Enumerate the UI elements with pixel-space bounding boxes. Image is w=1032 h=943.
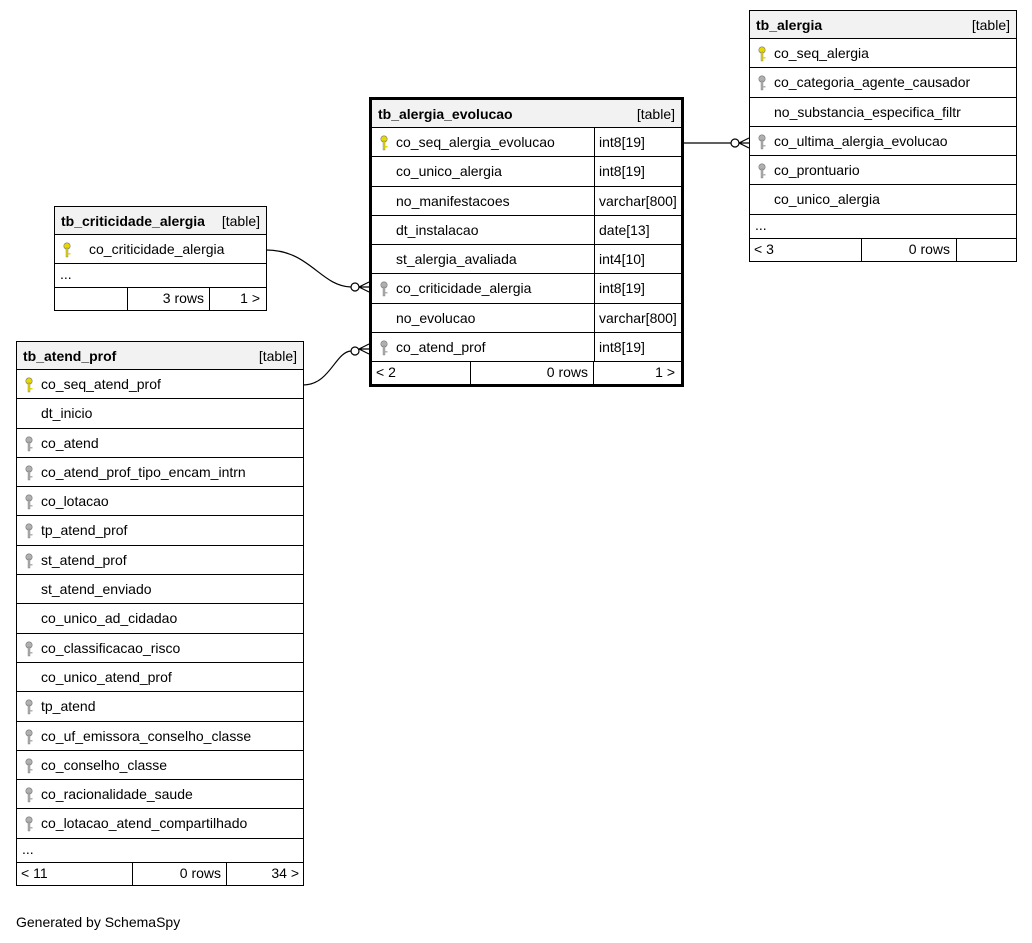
table-name: tb_criticidade_alergia [61, 213, 205, 229]
column-name: st_atend_prof [41, 551, 127, 568]
column-row [17, 604, 303, 633]
table-footer [55, 288, 266, 310]
table-kind: [table] [258, 348, 297, 364]
foreign-key-icon [757, 134, 767, 150]
column-name: tp_atend_prof [41, 522, 128, 539]
foreign-key-icon [24, 787, 34, 803]
column-row [750, 127, 1016, 156]
table-tb-criticidade-alergia[interactable] [54, 206, 267, 311]
column-row [17, 546, 303, 575]
column-name: co_ultima_alergia_evolucao [774, 132, 948, 149]
ellipsis-row: ... [750, 215, 1016, 239]
footer-right: 1 > [240, 290, 260, 307]
foreign-key-icon [379, 281, 389, 297]
column-row [17, 663, 303, 692]
column-row [17, 692, 303, 721]
column-name: co_racionalidade_saude [41, 786, 193, 803]
column-type: int8[19] [594, 157, 645, 185]
foreign-key-icon [24, 729, 34, 745]
table-tb-alergia[interactable] [749, 10, 1017, 262]
table-kind: [table] [636, 106, 675, 122]
foreign-key-icon [24, 699, 34, 715]
column-row [17, 634, 303, 663]
column-name: co_classificacao_risco [41, 639, 181, 656]
column-type: date[13] [594, 216, 650, 244]
column-row [750, 98, 1016, 127]
footer-mid: 0 rows [179, 864, 221, 881]
column-name: no_substancia_especifica_filtr [774, 103, 961, 120]
column-row [55, 235, 266, 264]
foreign-key-icon [24, 494, 34, 510]
column-type: int8[19] [594, 274, 645, 302]
column-row [17, 458, 303, 487]
column-name: no_evolucao [396, 309, 476, 326]
column-row [750, 156, 1016, 185]
table-name: tb_alergia [756, 17, 823, 33]
table-kind: [table] [971, 17, 1010, 33]
column-name: co_unico_ad_cidadao [41, 610, 178, 627]
column-row [372, 216, 681, 245]
foreign-key-icon [757, 163, 767, 179]
column-type: varchar[800] [594, 187, 677, 215]
ellipsis-row: ... [55, 264, 266, 288]
foreign-key-icon [24, 465, 34, 481]
column-name: co_atend_prof_tipo_encam_intrn [41, 463, 246, 480]
footer-mid: 0 rows [908, 240, 950, 257]
primary-key-icon [379, 135, 389, 151]
table-name: tb_atend_prof [23, 348, 117, 364]
column-row [372, 128, 681, 157]
foreign-key-icon [24, 758, 34, 774]
foreign-key-icon [24, 816, 34, 832]
column-type: varchar[800] [594, 304, 677, 332]
table-header [55, 207, 266, 235]
column-name: dt_inicio [41, 405, 93, 422]
generated-by-label: Generated by SchemaSpy [16, 914, 181, 930]
footer-right: 1 > [655, 364, 675, 381]
footer-left: < 11 [21, 864, 48, 881]
column-type: int8[19] [594, 128, 645, 156]
table-header [750, 11, 1016, 39]
table-name: tb_alergia_evolucao [378, 106, 513, 122]
column-name: co_seq_atend_prof [41, 376, 161, 392]
column-row [372, 274, 681, 303]
column-row [17, 399, 303, 428]
column-row [17, 516, 303, 545]
column-row [17, 780, 303, 809]
column-name: co_unico_alergia [774, 191, 880, 208]
column-row [17, 370, 303, 399]
foreign-key-icon [379, 340, 389, 356]
link-atend-prof [303, 344, 369, 385]
column-name: st_alergia_avaliada [396, 251, 517, 268]
column-name: co_conselho_classe [41, 756, 168, 773]
column-row [750, 39, 1016, 68]
primary-key-icon [62, 242, 72, 258]
column-row [372, 187, 681, 216]
column-row [17, 809, 303, 838]
footer-mid: 3 rows [162, 290, 204, 307]
foreign-key-icon [24, 641, 34, 657]
column-name: co_uf_emissora_conselho_classe [41, 727, 252, 744]
footer-mid: 0 rows [546, 364, 588, 381]
column-name: st_atend_enviado [41, 581, 152, 598]
table-tb-alergia-evolucao[interactable] [369, 97, 684, 387]
column-name: co_unico_atend_prof [41, 668, 172, 685]
link-alergia-evolucao [683, 138, 749, 148]
table-header [372, 100, 681, 128]
column-name: co_prontuario [774, 162, 860, 179]
foreign-key-icon [24, 436, 34, 452]
column-name: co_categoria_agente_causador [774, 74, 971, 91]
column-type: int8[19] [594, 333, 645, 361]
column-row [17, 429, 303, 458]
column-name: co_criticidade_alergia [89, 241, 225, 257]
column-row [17, 722, 303, 751]
column-type: int4[10] [594, 245, 645, 273]
column-name: no_manifestacoes [396, 192, 510, 209]
table-footer [372, 362, 681, 384]
primary-key-icon [757, 46, 767, 62]
column-name: co_unico_alergia [396, 163, 502, 180]
column-name: dt_instalacao [396, 221, 479, 238]
table-header [17, 342, 303, 370]
column-name: co_atend [41, 434, 99, 451]
footer-right: 34 > [271, 864, 299, 881]
column-row [372, 245, 681, 274]
table-footer [17, 863, 303, 885]
foreign-key-icon [757, 75, 767, 91]
column-name: co_seq_alergia_evolucao [396, 134, 555, 150]
column-row [372, 157, 681, 186]
footer-left: < 3 [754, 240, 774, 257]
column-row [17, 487, 303, 516]
column-row [372, 333, 681, 362]
column-name: tp_atend [41, 698, 96, 715]
column-name: co_lotacao [41, 493, 109, 510]
foreign-key-icon [24, 553, 34, 569]
column-row [372, 304, 681, 333]
column-row [750, 185, 1016, 214]
column-name: co_lotacao_atend_compartilhado [41, 815, 248, 832]
column-row [17, 575, 303, 604]
column-row [750, 68, 1016, 97]
table-footer [750, 239, 1016, 261]
table-tb-atend-prof[interactable] [16, 341, 304, 886]
column-name: co_criticidade_alergia [396, 280, 532, 297]
footer-left: < 2 [376, 364, 396, 381]
link-criticidade [266, 250, 369, 292]
table-kind: [table] [221, 213, 260, 229]
column-name: co_seq_alergia [774, 45, 869, 61]
foreign-key-icon [24, 523, 34, 539]
primary-key-icon [24, 377, 34, 393]
ellipsis-row: ... [17, 839, 303, 863]
column-row [17, 751, 303, 780]
column-name: co_atend_prof [396, 339, 486, 356]
